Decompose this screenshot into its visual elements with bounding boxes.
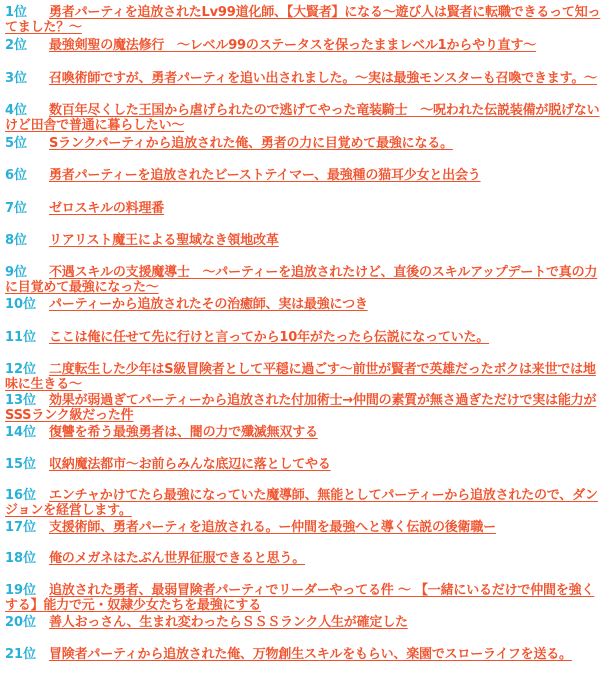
ranking-row — [5, 615, 603, 630]
ranking-row — [5, 330, 603, 345]
rank-label: 15位 — [5, 457, 37, 472]
ranking-row — [5, 488, 603, 518]
novel-title-link[interactable]: ここは俺に任せて先に行けと言ってから10年がたったら伝説になっていた。 — [49, 330, 490, 345]
novel-title-link[interactable]: 数百年尽くした王国から虐げられたので逃げてやった竜装騎士 〜呪われた伝説装備が脱げないけど田舎で普通に暮らしたい〜 — [5, 103, 600, 133]
novel-title-link[interactable]: リアリスト魔王による聖域なき領地改革 — [49, 233, 279, 248]
rank-label: 10位 — [5, 297, 37, 312]
novel-title-link[interactable]: 俺のメガネはたぶん世界征服できると思う。 — [49, 551, 306, 566]
rank-label: 18位 — [5, 551, 37, 566]
novel-title-link[interactable]: 復讐を希う最強勇者は、闇の力で殲滅無双する — [49, 425, 318, 440]
novel-title-link[interactable]: 追放された勇者、最弱冒険者パーティでリーダーやってる件 〜 【一緒にいるだけで仲間を強くする】能力で元・奴隷少女たちを最強にする — [5, 583, 595, 613]
rank-label: 12位 — [5, 362, 37, 377]
rank-label: 3位 — [5, 71, 28, 86]
rank-label: 9位 — [5, 265, 28, 280]
ranking-row — [5, 551, 603, 566]
novel-title-link[interactable]: 冒険者パーティから追放された俺、万物創生スキルをもらい、楽園でスローライフを送る。 — [49, 647, 572, 662]
ranking-row — [5, 38, 603, 53]
ranking-row — [5, 201, 603, 216]
ranking-row — [5, 425, 603, 440]
rank-label: 19位 — [5, 583, 37, 598]
novel-title-link[interactable]: 勇者パーティーを追放されたビーストテイマー、最強種の猫耳少女と出会う — [49, 168, 481, 183]
ranking-row — [5, 168, 603, 183]
novel-title-link[interactable]: Sランクパーティから追放された俺、勇者の力に目覚めて最強になる。 — [49, 136, 453, 151]
novel-title-link[interactable]: 支援術師、勇者パーティを追放される。ー仲間を最強へと導く伝説の後衛職ー — [49, 520, 496, 535]
rank-label: 5位 — [5, 136, 28, 151]
rank-label: 14位 — [5, 425, 37, 440]
rank-label: 17位 — [5, 520, 37, 535]
rank-label: 21位 — [5, 647, 37, 662]
novel-title-link[interactable]: パーティーから追放されたその治癒師、実は最強につき — [49, 297, 368, 312]
rank-label: 13位 — [5, 393, 37, 408]
ranking-row — [5, 457, 603, 472]
ranking-row — [5, 265, 603, 295]
rank-label: 6位 — [5, 168, 28, 183]
ranking-row — [5, 520, 603, 535]
rank-label: 16位 — [5, 488, 37, 503]
rank-label: 8位 — [5, 233, 28, 248]
novel-title-link[interactable]: 召喚術師ですが、勇者パーティを追い出されました。〜実は最強モンスターも召喚できます。〜 — [49, 71, 597, 86]
novel-title-link[interactable]: 効果が弱過ぎてパーティーから追放された付加術士→仲間の素質が無さ過ぎただけで実は能力がSSSランク級だった件 — [5, 393, 597, 423]
novel-title-link[interactable]: エンチャかけてたら最強になっていた魔導師、無能としてパーティーから追放されたので、ダンジョンを経営します。 — [5, 488, 598, 518]
ranking-row — [5, 233, 603, 248]
ranking-row — [5, 297, 603, 312]
novel-title-link[interactable]: 最強剣聖の魔法修行 〜レベル99のステータスを保ったままレベル1からやり直す〜 — [49, 38, 537, 53]
ranking-row — [5, 103, 603, 133]
ranking-row — [5, 583, 603, 613]
novel-title-link[interactable]: 不遇スキルの支援魔導士 〜パーティーを追放されたけど、直後のスキルアップデートで真の力に目覚めて最強になった〜 — [5, 265, 598, 295]
ranking-row — [5, 136, 603, 151]
novel-title-link[interactable]: 善人おっさん、生まれ変わったらＳＳＳランク人生が確定した — [49, 615, 408, 630]
ranking-row — [5, 5, 603, 35]
novel-title-link[interactable]: ゼロスキルの料理番 — [49, 201, 165, 216]
ranking-row — [5, 71, 603, 86]
novel-title-link[interactable]: 二度転生した少年はS級冒険者として平穏に過ごす〜前世が賢者で英雄だったボクは来世では地味に生きる〜 — [5, 362, 596, 392]
rank-label: 7位 — [5, 201, 28, 216]
rank-label: 20位 — [5, 615, 37, 630]
ranking-row — [5, 362, 603, 392]
rank-label: 2位 — [5, 38, 28, 53]
rank-label: 1位 — [5, 5, 28, 20]
rank-label: 4位 — [5, 103, 28, 118]
rank-label: 11位 — [5, 330, 37, 345]
novel-title-link[interactable]: 勇者パーティを追放されたLv99道化師、【大賢者】になる〜遊び人は賢者に転職できるって知ってました？〜 — [5, 5, 601, 35]
ranking-row — [5, 647, 603, 662]
ranking-row — [5, 393, 603, 423]
novel-title-link[interactable]: 収納魔法都市〜お前らみんな底辺に落としてやる — [49, 457, 331, 472]
